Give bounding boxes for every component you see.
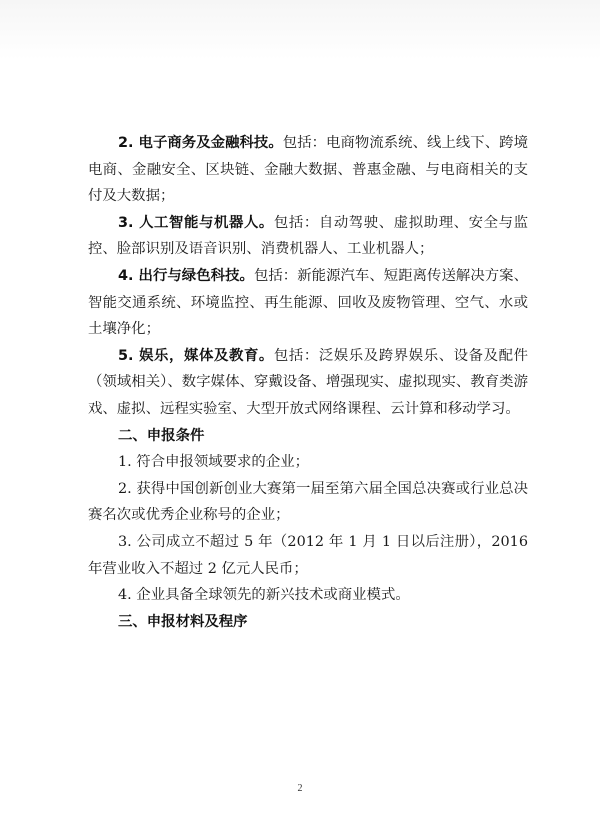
scan-shading	[0, 0, 600, 60]
field-item-entertainment-education	[88, 343, 528, 423]
page-number: 2	[297, 783, 303, 794]
field-body: 包括：新能源汽车、短距离传送解决方案、智能交通系统、环境监控、再生能源、回收及废物管理、空气、水或土壤净化；	[88, 267, 528, 338]
field-item-mobility-green	[88, 263, 528, 343]
section-heading-eligibility: 二、申报条件	[118, 427, 205, 444]
field-item-ecommerce	[88, 130, 528, 210]
eligibility-item: 2. 获得中国创新创业大赛第一届至第六届全国总决赛或行业总决赛名次或优秀企业称号的企业；	[88, 480, 528, 524]
eligibility-item: 3. 公司成立不超过 5 年（2012 年 1 月 1 日以后注册），2016 年营业收入不超过 2 亿元人民币；	[88, 533, 528, 577]
document-body	[88, 130, 528, 635]
field-title: 2. 电子商务及金融科技。	[118, 135, 283, 151]
field-body: 包括：自动驾驶、虚拟助理、安全与监控、脸部识别及语音识别、消费机器人、工业机器人；	[88, 214, 528, 258]
field-title: 3. 人工智能与机器人。	[118, 214, 274, 231]
eligibility-item: 1. 符合申报领域要求的企业；	[118, 454, 309, 471]
eligibility-item: 4. 企业具备全球领先的新兴技术或商业模式。	[118, 587, 410, 604]
field-title: 4. 出行与绿色科技。	[118, 267, 254, 284]
field-body: 包括：泛娱乐及跨界娱乐、设备及配件（领域相关）、数字媒体、穿戴设备、增强现实、虚拟现实、教育类游戏、虚拟、远程实验室、大型开放式网络课程、云计算和移动学习。	[88, 347, 528, 417]
field-item-ai-robotics	[88, 210, 528, 263]
field-body: 包括：电商物流系统、线上线下、跨境电商、金融安全、区块链、金融大数据、普惠金融、与电商相关的支付及大数据；	[88, 135, 528, 205]
section-heading-materials: 三、申报材料及程序	[118, 613, 248, 630]
field-title: 5. 娱乐，媒体及教育。	[118, 347, 274, 364]
